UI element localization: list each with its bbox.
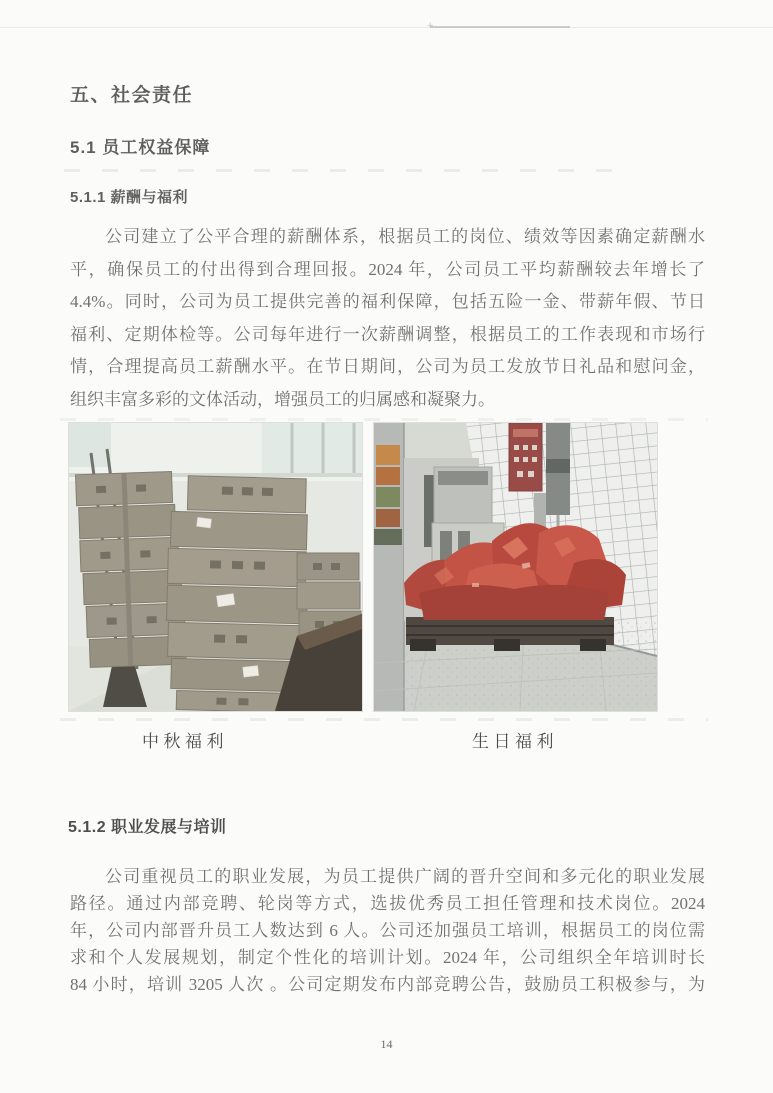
text-line: 公司建立了公平合理的薪酬体系，根据员工的岗位、绩效等因素确定薪酬水 <box>105 227 705 246</box>
section-title: 5.1 员工权益保障 <box>70 138 211 157</box>
scan-smudge <box>60 418 708 421</box>
text-line: 84 小时，培训 3205 人次 。公司定期发布内部竞聘公告，鼓励员工积极参与，为 <box>70 975 705 994</box>
text-line: 福利、定期体检等。公司每年进行一次薪酬调整，根据员工的工作表现和市场行 <box>70 324 705 344</box>
subsection-title-compensation: 5.1.1 薪酬与福利 <box>70 189 189 206</box>
page-number: 14 <box>380 1037 393 1051</box>
scan-artifact-line <box>0 27 773 28</box>
photo-mid-autumn-benefits <box>68 422 363 712</box>
chapter-title: 五、社会责任 <box>70 85 194 106</box>
text-line: 路径。通过内部竞聘、轮岗等方式，选拔优秀员工担任管理和技术岗位。2024 <box>70 894 705 913</box>
gift-bags-illustration <box>374 423 657 711</box>
text-line: 求和个人发展规划，制定个性化的培训计划。2024 年，公司组织全年培训时长 <box>70 948 705 967</box>
text-line: 公司重视员工的职业发展，为员工提供广阔的晋升空间和多元化的职业发展 <box>105 867 705 886</box>
scan-artifact-dark-segment <box>430 26 570 28</box>
photo-caption-birthday: 生日福利 <box>472 732 558 751</box>
scan-smudge <box>64 169 624 172</box>
paragraph-career-training <box>70 863 705 998</box>
text-line: 年，公司内部晋升员工人数达到 6 人。公司还加强员工培训，根据员工的岗位需 <box>70 921 705 940</box>
scan-artifact-plus: + <box>427 20 434 32</box>
text-line: 组织丰富多彩的文体活动，增强员工的归属感和凝聚力。 <box>70 389 495 409</box>
text-line: 4.4%。同时，公司为员工提供完善的福利保障，包括五险一金、带薪年假、节日 <box>70 292 705 311</box>
text-line: 情，合理提高员工薪酬水平。在节日期间，公司为员工发放节日礼品和慰问金， <box>70 357 705 376</box>
photo-birthday-benefits <box>373 422 658 712</box>
photo-caption-mid-autumn: 中秋福利 <box>142 732 228 751</box>
scan-smudge <box>60 718 708 721</box>
paragraph-compensation-benefits <box>70 221 705 416</box>
subsection-title-career: 5.1.2 职业发展与培训 <box>68 819 227 836</box>
carton-stack-illustration <box>69 423 362 711</box>
text-line: 平，确保员工的付出得到合理回报。2024 年，公司员工平均薪酬较去年增长了 <box>70 259 705 279</box>
